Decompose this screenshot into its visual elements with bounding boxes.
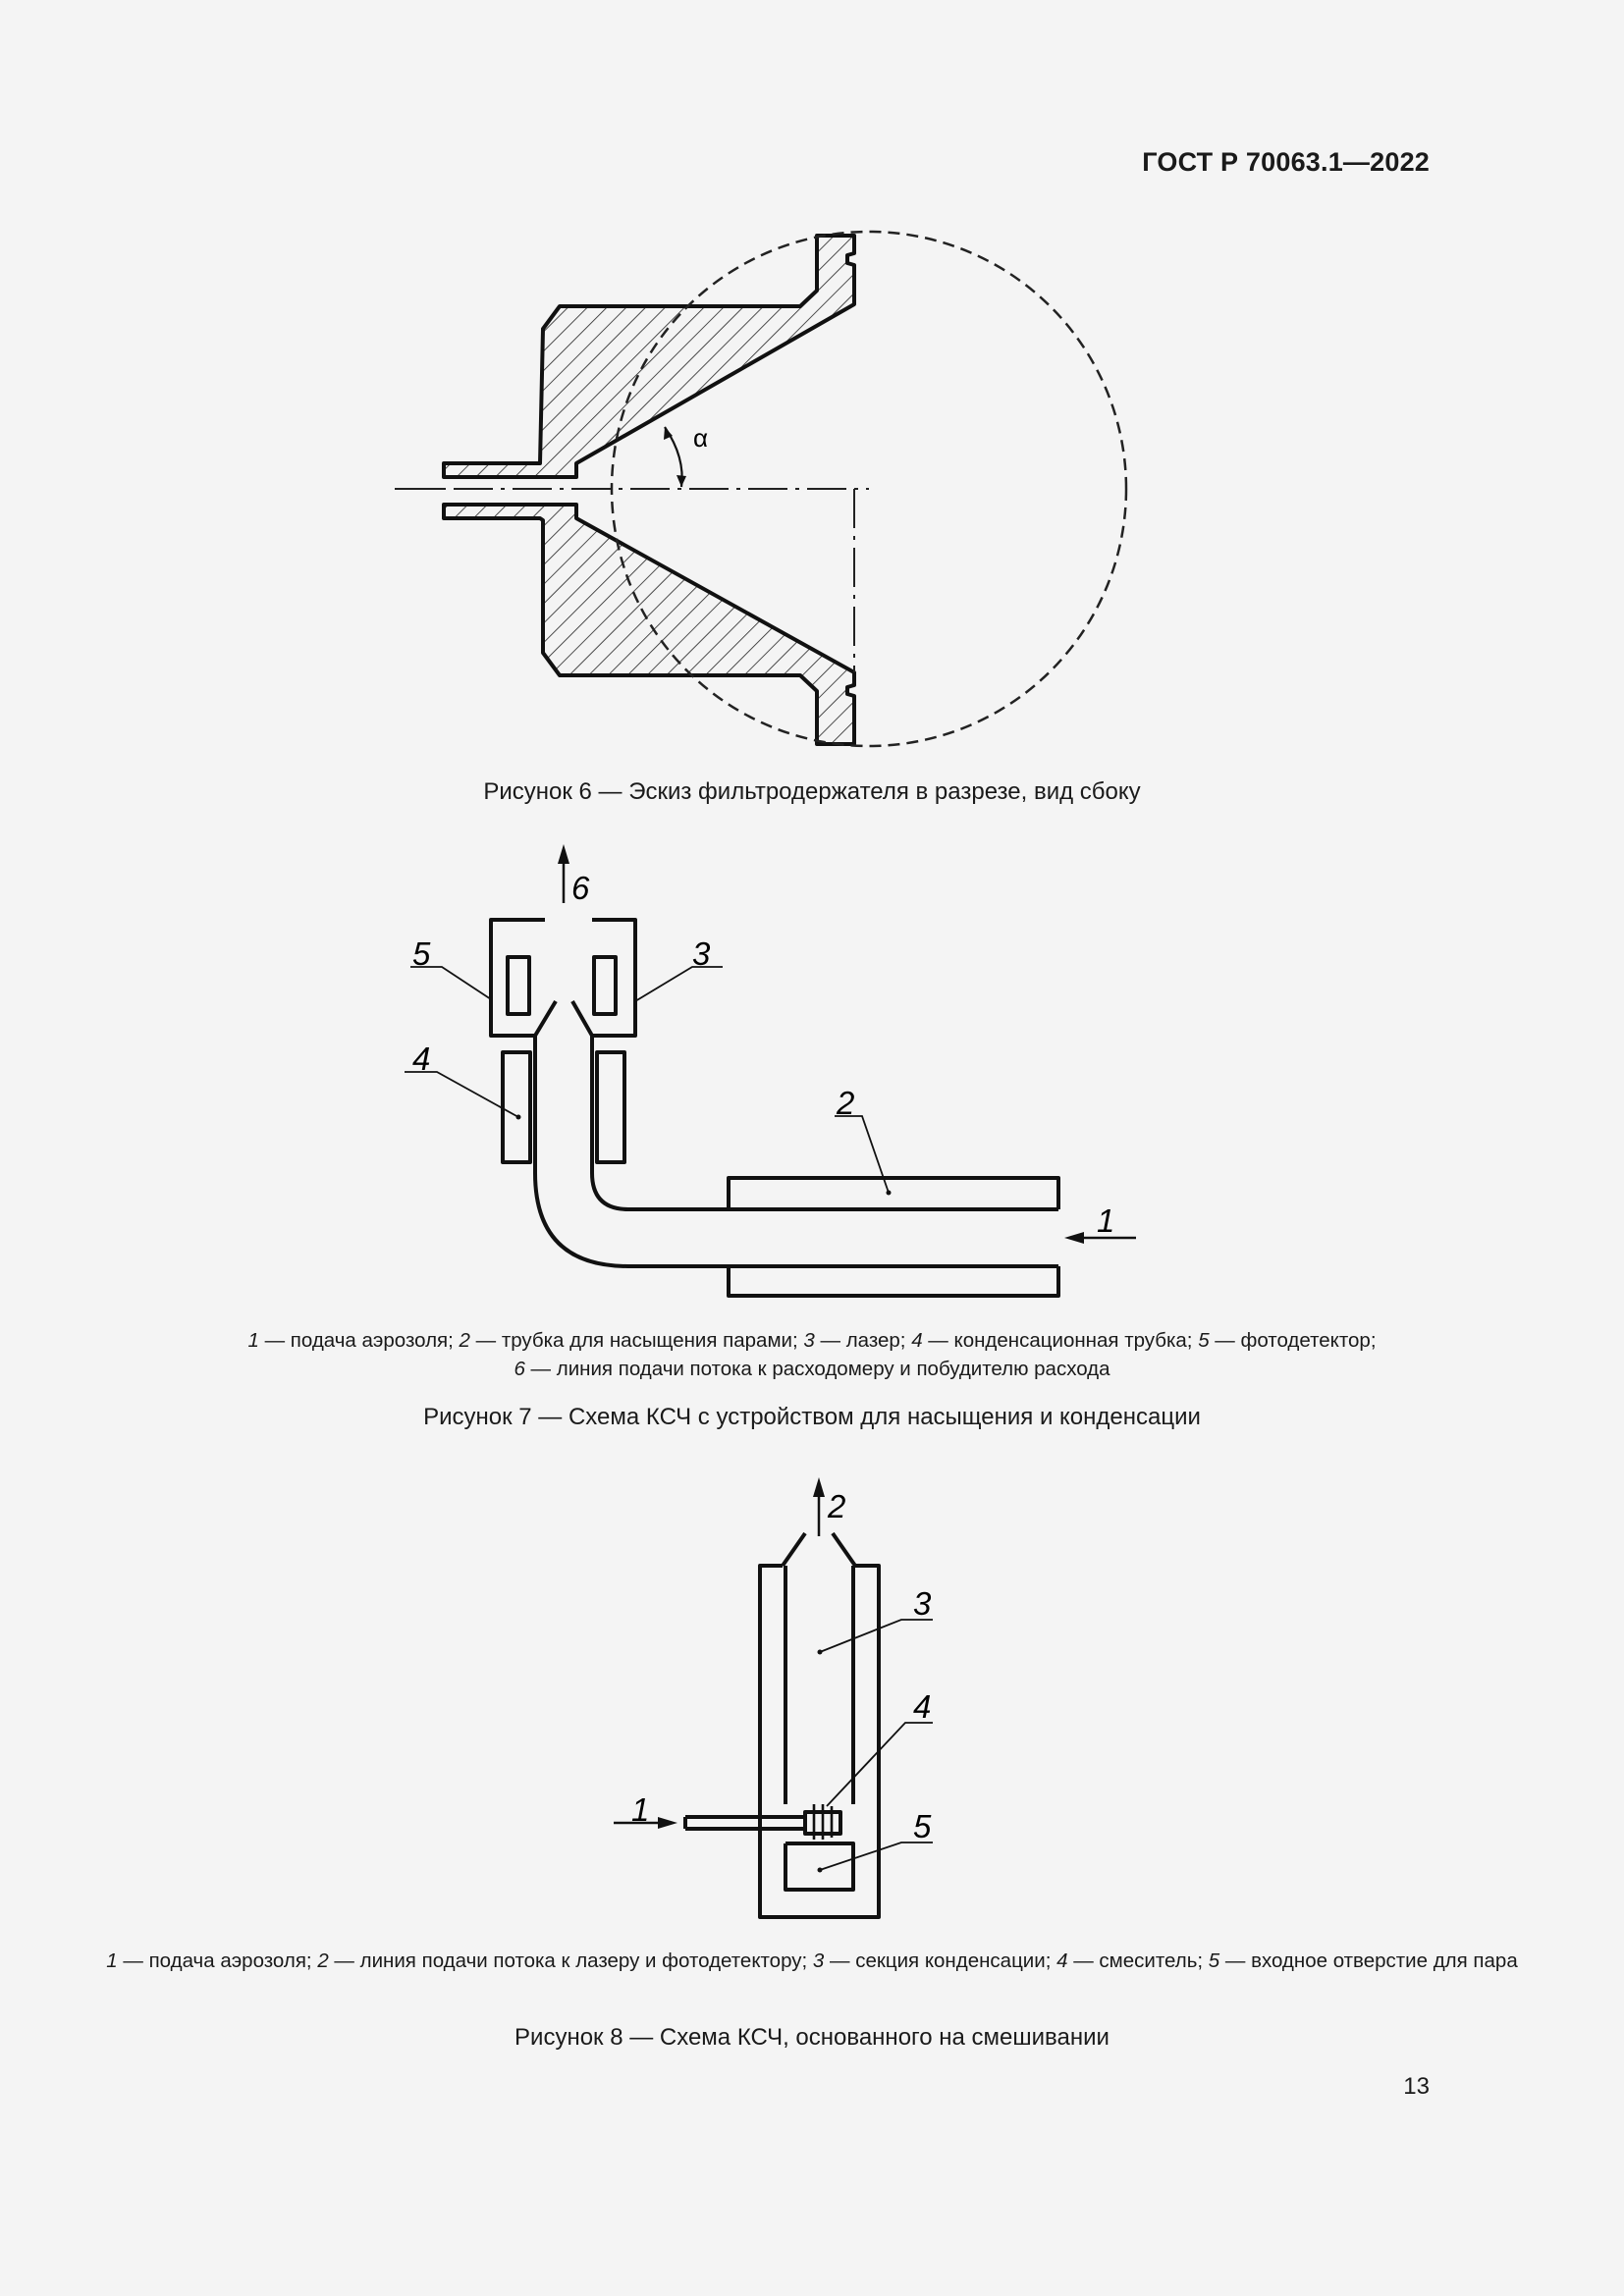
saturation-tube — [729, 1178, 1058, 1296]
vapor-inlet-chamber — [785, 1843, 853, 1890]
figure-8-legend: 1 — подача аэрозоля; 2 — линия подачи потока к лазеру и фотодетектору; 3 — секция конденсации; 4 — смеситель; 5 — входное отверстие для пара — [106, 1949, 1518, 1972]
outlet-arrow-8 — [813, 1477, 825, 1497]
inlet-arrow-8 — [658, 1817, 677, 1829]
label-5-fig8: 5 — [913, 1808, 932, 1844]
figure-7-caption: Рисунок 7 — Схема КСЧ с устройством для насыщения и конденсации — [423, 1404, 1201, 1430]
laser-block — [594, 957, 616, 1014]
figure-8-drawing — [0, 1463, 1624, 1944]
legend-7-line-1: 1 — подача аэрозоля; 2 — трубка для насыщения парами; 3 — лазер; 4 — конденсационная трубка; 5 — фотодетектор; — [247, 1329, 1377, 1352]
laser-detector-housing — [491, 920, 635, 1036]
condensation-section — [785, 1566, 853, 1804]
figure-6-caption: Рисунок 6 — Эскиз фильтродержателя в разрезе, вид сбоку — [483, 778, 1141, 805]
photodetector-block — [508, 957, 529, 1014]
condensation-block-right — [597, 1052, 624, 1162]
legend-7-line-2: 6 — линия подачи потока к расходомеру и побудителю расхода — [514, 1358, 1110, 1380]
label-2: 2 — [837, 1085, 855, 1121]
figure-7-drawing — [0, 825, 1624, 1315]
angle-label: α — [693, 423, 709, 453]
label-6: 6 — [571, 870, 590, 906]
standard-code: ГОСТ Р 70063.1—2022 — [1142, 147, 1430, 177]
inlet-arrow — [1064, 1232, 1084, 1244]
page-number: 13 — [1403, 2073, 1430, 2100]
label-3: 3 — [692, 935, 711, 972]
label-4: 4 — [412, 1041, 431, 1077]
figure-8-caption: Рисунок 8 — Схема КСЧ, основанного на смешивании — [514, 2024, 1110, 2051]
filter-holder-upper-section — [444, 236, 854, 477]
outlet-arrow — [558, 844, 569, 864]
label-5: 5 — [412, 935, 431, 972]
outer-housing — [760, 1566, 879, 1917]
label-2-fig8: 2 — [828, 1488, 846, 1524]
aerosol-inlet-tube — [685, 1817, 805, 1829]
figure-7-legend — [108, 1326, 1516, 1383]
label-1-fig8: 1 — [631, 1791, 650, 1828]
condensation-tube — [535, 1036, 1058, 1266]
condensation-block-left — [503, 1052, 530, 1162]
label-3-fig8: 3 — [913, 1585, 932, 1622]
label-1: 1 — [1097, 1202, 1115, 1239]
label-4-fig8: 4 — [913, 1688, 932, 1725]
filter-holder-lower-section — [444, 505, 854, 744]
figure-6-drawing — [0, 0, 1624, 785]
